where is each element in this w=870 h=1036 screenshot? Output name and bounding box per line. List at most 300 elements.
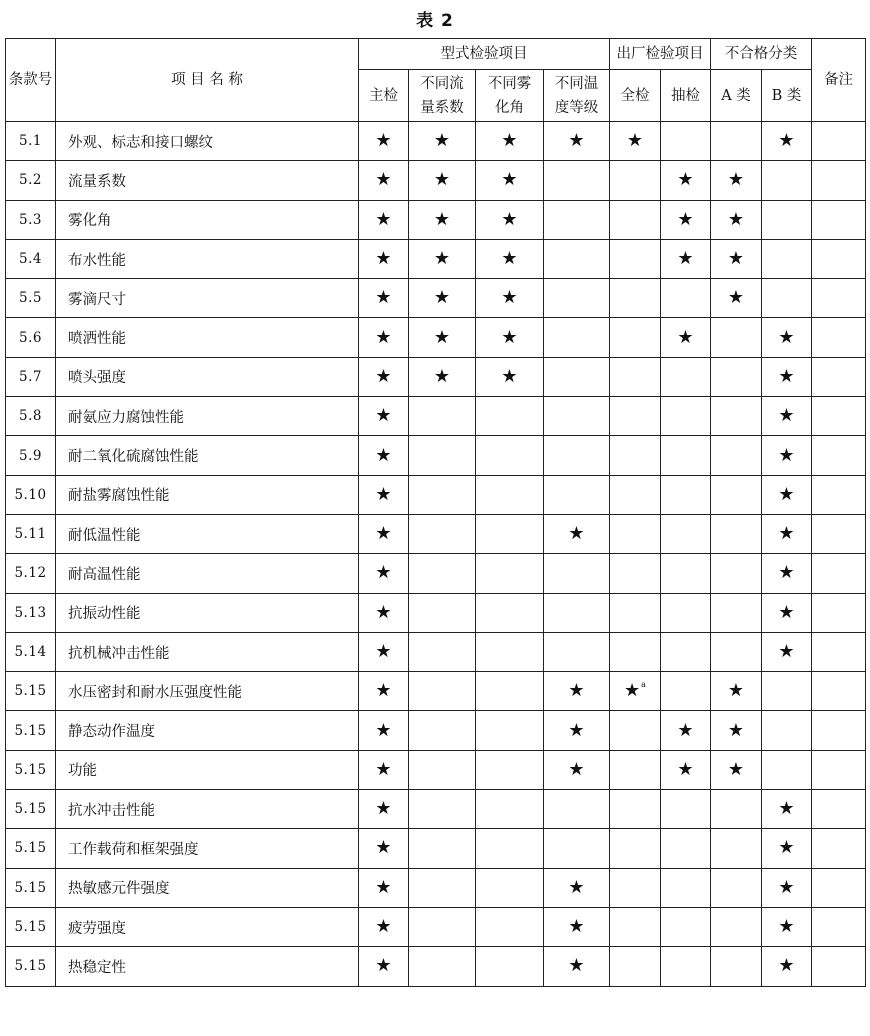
mark-cell bbox=[359, 947, 409, 986]
mark-cell bbox=[409, 907, 476, 946]
star-icon: ★ bbox=[375, 798, 392, 820]
header-spray-angle bbox=[476, 70, 544, 122]
star-icon: ★ bbox=[375, 562, 392, 584]
mark-cell bbox=[359, 161, 409, 200]
table-row bbox=[6, 554, 866, 593]
star-icon: ★ bbox=[501, 287, 518, 309]
mark-cell bbox=[711, 947, 762, 986]
header-nonconformity: 不合格分类 bbox=[711, 39, 812, 70]
star-icon: ★ bbox=[433, 287, 451, 309]
clause-number: 5.13 bbox=[6, 593, 56, 632]
star-icon: ★ bbox=[778, 562, 795, 584]
mark-cell bbox=[409, 397, 476, 436]
mark-cell bbox=[610, 947, 661, 986]
remarks-cell bbox=[812, 200, 866, 239]
mark-cell bbox=[476, 711, 544, 750]
mark-cell bbox=[711, 122, 762, 161]
mark-cell bbox=[409, 947, 476, 986]
mark-cell bbox=[711, 790, 762, 829]
star-icon: ★ bbox=[677, 326, 694, 348]
mark-cell bbox=[409, 318, 476, 357]
clause-number: 5.15 bbox=[6, 907, 56, 946]
mark-cell bbox=[661, 279, 711, 318]
clause-number: 5.3 bbox=[6, 200, 56, 239]
star-icon: ★ bbox=[375, 208, 392, 230]
clause-number: 5.12 bbox=[6, 554, 56, 593]
remarks-cell bbox=[812, 790, 866, 829]
remarks-cell bbox=[812, 318, 866, 357]
clause-number: 5.9 bbox=[6, 436, 56, 475]
mark-cell bbox=[661, 907, 711, 946]
mark-cell bbox=[610, 161, 661, 200]
star-icon: ★ bbox=[727, 758, 745, 780]
remarks-cell bbox=[812, 711, 866, 750]
table-row bbox=[6, 200, 866, 239]
header-clause: 条款号 bbox=[6, 39, 56, 122]
header-row-top bbox=[6, 39, 866, 70]
clause-number: 5.6 bbox=[6, 318, 56, 357]
mark-cell bbox=[544, 122, 610, 161]
item-name: 喷头强度 bbox=[56, 357, 359, 396]
mark-cell bbox=[762, 554, 812, 593]
mark-cell bbox=[359, 790, 409, 829]
mark-cell bbox=[476, 161, 544, 200]
item-name: 抗机械冲击性能 bbox=[56, 632, 359, 671]
header-temperature-grade bbox=[544, 70, 610, 122]
clause-number: 5.14 bbox=[6, 632, 56, 671]
mark-cell bbox=[661, 829, 711, 868]
header-remarks: 备注 bbox=[812, 39, 866, 122]
mark-cell bbox=[544, 279, 610, 318]
mark-cell bbox=[544, 829, 610, 868]
table-row bbox=[6, 122, 866, 161]
star-icon: ★ bbox=[568, 523, 585, 545]
item-name: 耐高温性能 bbox=[56, 554, 359, 593]
star-icon: ★ bbox=[375, 405, 392, 427]
mark-cell bbox=[711, 711, 762, 750]
mark-cell bbox=[762, 436, 812, 475]
remarks-cell bbox=[812, 593, 866, 632]
header-item-name: 项 目 名 称 bbox=[56, 39, 359, 122]
mark-cell bbox=[762, 200, 812, 239]
mark-cell bbox=[409, 750, 476, 789]
item-name: 水压密封和耐水压强度性能 bbox=[56, 672, 359, 711]
star-icon: ★ bbox=[375, 169, 392, 191]
mark-cell bbox=[476, 632, 544, 671]
mark-cell bbox=[359, 672, 409, 711]
mark-cell bbox=[762, 514, 812, 553]
table-body bbox=[6, 122, 866, 987]
item-name: 喷洒性能 bbox=[56, 318, 359, 357]
remarks-cell bbox=[812, 122, 866, 161]
remarks-cell bbox=[812, 279, 866, 318]
star-icon: ★ bbox=[778, 876, 795, 898]
star-icon: ★ bbox=[778, 326, 795, 348]
star-icon: ★ bbox=[778, 641, 795, 662]
mark-cell bbox=[711, 436, 762, 475]
clause-number: 5.15 bbox=[6, 947, 56, 986]
mark-cell bbox=[661, 790, 711, 829]
item-name: 耐低温性能 bbox=[56, 514, 359, 553]
star-icon: ★ bbox=[501, 365, 518, 387]
mark-cell bbox=[610, 318, 661, 357]
header-class-b: B 类 bbox=[762, 70, 812, 122]
clause-number: 5.5 bbox=[6, 279, 56, 318]
mark-cell bbox=[762, 672, 812, 711]
mark-cell bbox=[544, 947, 610, 986]
mark-cell bbox=[762, 868, 812, 907]
star-icon: ★ bbox=[568, 719, 585, 741]
mark-cell bbox=[610, 514, 661, 553]
mark-cell bbox=[409, 239, 476, 278]
mark-cell bbox=[711, 593, 762, 632]
mark-cell bbox=[359, 632, 409, 671]
mark-cell bbox=[711, 239, 762, 278]
mark-cell bbox=[409, 829, 476, 868]
mark-cell bbox=[544, 750, 610, 789]
table-row bbox=[6, 436, 866, 475]
mark-cell bbox=[409, 161, 476, 200]
star-icon: ★ bbox=[501, 326, 518, 348]
mark-cell bbox=[359, 397, 409, 436]
mark-cell bbox=[544, 239, 610, 278]
star-icon: ★ bbox=[778, 601, 795, 623]
mark-cell bbox=[476, 200, 544, 239]
clause-number: 5.15 bbox=[6, 672, 56, 711]
mark-cell bbox=[762, 750, 812, 789]
remarks-cell bbox=[812, 357, 866, 396]
mark-cell bbox=[610, 790, 661, 829]
mark-cell bbox=[409, 200, 476, 239]
mark-cell bbox=[762, 357, 812, 396]
star-icon: ★ bbox=[727, 248, 745, 270]
mark-cell bbox=[610, 279, 661, 318]
mark-cell bbox=[359, 750, 409, 789]
item-name: 流量系数 bbox=[56, 161, 359, 200]
star-icon: ★ bbox=[375, 365, 392, 387]
clause-number: 5.15 bbox=[6, 750, 56, 789]
star-icon: ★ bbox=[624, 680, 641, 702]
mark-cell bbox=[544, 593, 610, 632]
mark-cell bbox=[661, 632, 711, 671]
clause-number: 5.4 bbox=[6, 239, 56, 278]
remarks-cell bbox=[812, 672, 866, 711]
table-row bbox=[6, 907, 866, 946]
item-name: 功能 bbox=[56, 750, 359, 789]
mark-cell bbox=[359, 514, 409, 553]
mark-cell bbox=[711, 829, 762, 868]
mark-cell bbox=[610, 357, 661, 396]
star-icon: ★ bbox=[375, 680, 392, 702]
table-row bbox=[6, 868, 866, 907]
star-icon: ★ bbox=[727, 287, 745, 309]
mark-cell bbox=[544, 868, 610, 907]
remarks-cell bbox=[812, 436, 866, 475]
mark-cell bbox=[544, 318, 610, 357]
mark-cell bbox=[359, 279, 409, 318]
star-icon: ★ bbox=[626, 130, 644, 152]
mark-cell bbox=[661, 868, 711, 907]
star-icon: ★ bbox=[375, 523, 392, 545]
mark-cell bbox=[711, 279, 762, 318]
mark-cell bbox=[544, 475, 610, 514]
mark-cell bbox=[711, 318, 762, 357]
mark-cell bbox=[762, 711, 812, 750]
remarks-cell bbox=[812, 514, 866, 553]
mark-cell bbox=[476, 318, 544, 357]
mark-cell bbox=[544, 672, 610, 711]
header-flow-coefficient bbox=[409, 70, 476, 122]
item-name: 抗水冲击性能 bbox=[56, 790, 359, 829]
remarks-cell bbox=[812, 750, 866, 789]
mark-cell bbox=[476, 672, 544, 711]
mark-cell bbox=[661, 318, 711, 357]
item-name: 布水性能 bbox=[56, 239, 359, 278]
mark-cell bbox=[409, 436, 476, 475]
mark-cell bbox=[610, 593, 661, 632]
mark-cell bbox=[359, 239, 409, 278]
star-icon: ★ bbox=[375, 641, 392, 662]
mark-cell bbox=[610, 475, 661, 514]
mark-cell bbox=[610, 397, 661, 436]
mark-cell bbox=[661, 357, 711, 396]
star-icon: ★ bbox=[778, 798, 795, 820]
header-flow-coefficient-text: 不同流量系数 bbox=[420, 75, 464, 116]
clause-number: 5.15 bbox=[6, 868, 56, 907]
mark-cell bbox=[476, 357, 544, 396]
star-icon: ★ bbox=[375, 326, 392, 348]
mark-cell bbox=[711, 475, 762, 514]
mark-cell bbox=[610, 200, 661, 239]
item-name: 工作载荷和框架强度 bbox=[56, 829, 359, 868]
mark-cell bbox=[610, 711, 661, 750]
table-row bbox=[6, 711, 866, 750]
mark-cell bbox=[610, 672, 661, 711]
star-icon: ★ bbox=[778, 365, 795, 387]
table-row bbox=[6, 514, 866, 553]
star-icon: ★ bbox=[568, 876, 585, 898]
mark-cell bbox=[762, 279, 812, 318]
remarks-cell bbox=[812, 868, 866, 907]
mark-cell bbox=[762, 122, 812, 161]
mark-cell bbox=[359, 711, 409, 750]
mark-cell bbox=[359, 436, 409, 475]
mark-cell bbox=[409, 672, 476, 711]
star-icon: ★ bbox=[778, 916, 795, 938]
mark-cell bbox=[476, 593, 544, 632]
mark-cell bbox=[476, 554, 544, 593]
mark-cell bbox=[762, 397, 812, 436]
mark-cell bbox=[476, 514, 544, 553]
table-row bbox=[6, 829, 866, 868]
mark-cell bbox=[544, 200, 610, 239]
star-icon: ★ bbox=[375, 601, 392, 623]
star-icon: ★ bbox=[778, 444, 795, 466]
star-icon: ★ bbox=[375, 876, 392, 898]
star-icon: ★ bbox=[375, 130, 392, 152]
star-icon: ★ bbox=[433, 130, 451, 152]
mark-cell bbox=[359, 907, 409, 946]
table-row bbox=[6, 161, 866, 200]
item-name: 耐氨应力腐蚀性能 bbox=[56, 397, 359, 436]
mark-cell bbox=[711, 200, 762, 239]
mark-cell bbox=[610, 436, 661, 475]
remarks-cell bbox=[812, 907, 866, 946]
mark-cell bbox=[409, 593, 476, 632]
star-icon: ★ bbox=[568, 680, 585, 702]
mark-cell bbox=[359, 593, 409, 632]
remarks-cell bbox=[812, 947, 866, 986]
star-icon: ★ bbox=[727, 719, 745, 741]
table-row bbox=[6, 750, 866, 789]
mark-cell bbox=[762, 593, 812, 632]
clause-number: 5.11 bbox=[6, 514, 56, 553]
mark-cell bbox=[661, 122, 711, 161]
remarks-cell bbox=[812, 632, 866, 671]
star-icon: ★ bbox=[727, 680, 745, 702]
mark-cell bbox=[610, 239, 661, 278]
clause-number: 5.15 bbox=[6, 711, 56, 750]
mark-cell bbox=[409, 279, 476, 318]
clause-number: 5.15 bbox=[6, 829, 56, 868]
mark-cell bbox=[409, 554, 476, 593]
header-class-a: A 类 bbox=[711, 70, 762, 122]
mark-cell bbox=[661, 475, 711, 514]
footnote-mark: a bbox=[641, 680, 646, 690]
mark-cell bbox=[544, 554, 610, 593]
mark-cell bbox=[610, 554, 661, 593]
remarks-cell bbox=[812, 161, 866, 200]
item-name: 耐盐雾腐蚀性能 bbox=[56, 475, 359, 514]
table-row bbox=[6, 632, 866, 671]
mark-cell bbox=[661, 750, 711, 789]
mark-cell bbox=[762, 475, 812, 514]
clause-number: 5.10 bbox=[6, 475, 56, 514]
table-row bbox=[6, 947, 866, 986]
mark-cell bbox=[762, 239, 812, 278]
mark-cell bbox=[762, 829, 812, 868]
mark-cell bbox=[661, 436, 711, 475]
mark-cell bbox=[476, 436, 544, 475]
mark-cell bbox=[711, 750, 762, 789]
star-icon: ★ bbox=[375, 916, 392, 938]
star-icon: ★ bbox=[501, 169, 518, 191]
clause-number: 5.8 bbox=[6, 397, 56, 436]
mark-cell bbox=[544, 357, 610, 396]
mark-cell bbox=[409, 632, 476, 671]
header-main-test: 主检 bbox=[359, 70, 409, 122]
mark-cell bbox=[476, 868, 544, 907]
mark-cell bbox=[476, 750, 544, 789]
star-icon: ★ bbox=[375, 287, 392, 309]
star-icon: ★ bbox=[375, 837, 392, 859]
mark-cell bbox=[711, 514, 762, 553]
mark-cell bbox=[661, 593, 711, 632]
item-name: 外观、标志和接口螺纹 bbox=[56, 122, 359, 161]
star-icon: ★ bbox=[778, 405, 795, 427]
item-name: 耐二氧化硫腐蚀性能 bbox=[56, 436, 359, 475]
mark-cell bbox=[409, 711, 476, 750]
mark-cell bbox=[359, 554, 409, 593]
star-icon: ★ bbox=[433, 208, 451, 230]
item-name: 雾化角 bbox=[56, 200, 359, 239]
mark-cell bbox=[762, 632, 812, 671]
star-icon: ★ bbox=[568, 758, 585, 780]
clause-number: 5.2 bbox=[6, 161, 56, 200]
mark-cell bbox=[610, 829, 661, 868]
mark-cell bbox=[711, 907, 762, 946]
mark-cell bbox=[476, 397, 544, 436]
mark-cell bbox=[359, 122, 409, 161]
mark-cell bbox=[476, 790, 544, 829]
mark-cell bbox=[544, 436, 610, 475]
star-icon: ★ bbox=[568, 130, 585, 152]
star-icon: ★ bbox=[727, 208, 745, 230]
item-name: 热稳定性 bbox=[56, 947, 359, 986]
table-row bbox=[6, 239, 866, 278]
item-name: 热敏感元件强度 bbox=[56, 868, 359, 907]
star-icon: ★ bbox=[677, 248, 694, 270]
mark-cell bbox=[359, 829, 409, 868]
star-icon: ★ bbox=[433, 248, 451, 270]
item-name: 疲劳强度 bbox=[56, 907, 359, 946]
table-row bbox=[6, 279, 866, 318]
star-icon: ★ bbox=[677, 169, 694, 191]
remarks-cell bbox=[812, 239, 866, 278]
mark-cell bbox=[476, 947, 544, 986]
mark-cell bbox=[544, 711, 610, 750]
table-row bbox=[6, 790, 866, 829]
table-row bbox=[6, 318, 866, 357]
mark-cell bbox=[762, 318, 812, 357]
mark-cell bbox=[711, 632, 762, 671]
mark-cell bbox=[762, 161, 812, 200]
mark-cell bbox=[610, 750, 661, 789]
header-temperature-grade-text: 不同温度等级 bbox=[554, 75, 599, 116]
mark-cell bbox=[476, 907, 544, 946]
mark-cell bbox=[711, 868, 762, 907]
table-row bbox=[6, 593, 866, 632]
star-icon: ★ bbox=[433, 365, 451, 387]
mark-cell bbox=[544, 907, 610, 946]
mark-cell bbox=[544, 397, 610, 436]
mark-cell bbox=[409, 790, 476, 829]
mark-cell bbox=[661, 161, 711, 200]
star-icon: ★ bbox=[677, 208, 694, 230]
star-icon: ★ bbox=[778, 955, 795, 977]
remarks-cell bbox=[812, 475, 866, 514]
mark-cell bbox=[610, 122, 661, 161]
star-icon: ★ bbox=[501, 130, 518, 152]
mark-cell bbox=[359, 357, 409, 396]
star-icon: ★ bbox=[727, 169, 745, 191]
mark-cell bbox=[359, 200, 409, 239]
table-row bbox=[6, 672, 866, 711]
mark-cell bbox=[661, 554, 711, 593]
item-name: 静态动作温度 bbox=[56, 711, 359, 750]
mark-cell bbox=[610, 907, 661, 946]
header-type-test: 型式检验项目 bbox=[359, 39, 610, 70]
star-icon: ★ bbox=[433, 326, 451, 348]
star-icon: ★ bbox=[677, 758, 694, 780]
table-title: 表 2 bbox=[416, 11, 454, 31]
mark-cell bbox=[409, 868, 476, 907]
mark-cell bbox=[711, 554, 762, 593]
mark-cell bbox=[610, 632, 661, 671]
mark-cell bbox=[610, 868, 661, 907]
star-icon: ★ bbox=[501, 248, 518, 270]
mark-cell bbox=[661, 397, 711, 436]
